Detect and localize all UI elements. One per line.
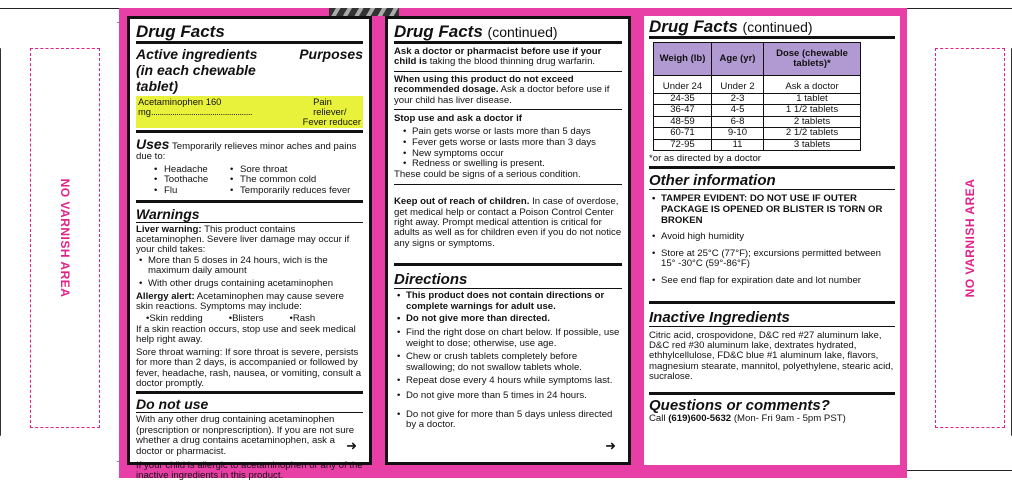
list-item: • Fever gets worse or lasts more than 3 days xyxy=(400,138,622,149)
other-information-list xyxy=(649,194,895,286)
list-item: • Redness or swelling is present. xyxy=(400,159,622,170)
uses-item: • Flu xyxy=(154,186,230,197)
stop-use-list xyxy=(400,127,622,169)
do-not-use-text: With any other drug containing acetaminophen (prescription or nonprescription). If you are not sure whether a drug contains acetaminophen, ask a doctor or pharmacist. xyxy=(136,414,355,457)
list-item: • New symptoms occur xyxy=(400,149,622,160)
list-item: • Repeat dose every 4 hours while symptoms last. xyxy=(394,376,622,387)
dosage-table xyxy=(653,42,861,151)
directions-heading: Directions xyxy=(394,271,468,289)
table-cell: 2 tablets xyxy=(764,116,861,128)
table-note: *or as directed by a doctor xyxy=(649,154,895,169)
table-row xyxy=(654,105,861,117)
hatch-mark xyxy=(329,8,399,16)
keep-out-heading: Keep out of reach of children. xyxy=(394,196,530,208)
liver-warning-list xyxy=(136,256,363,290)
list-item: • Rash xyxy=(290,314,316,325)
purpose-line-1: Pain reliever/ xyxy=(313,96,347,117)
other-information-heading: Other information xyxy=(649,172,776,190)
list-item: • Blisters xyxy=(229,314,264,325)
uses-item: • Sore throat xyxy=(230,165,363,176)
liver-warning-label: Liver warning: xyxy=(136,223,202,235)
table-cell: 60-71 xyxy=(654,128,712,140)
continue-arrow-icon: ➜ xyxy=(605,438,616,453)
ask-doctor-pharmacist-heading: Ask a doctor or pharmacist before use if your child is xyxy=(394,46,602,68)
do-not-use-heading: Do not use xyxy=(136,396,209,413)
table-cell: 1 tablet xyxy=(764,93,861,105)
table-cell: 2 1/2 tablets xyxy=(764,128,861,140)
list-item: • Avoid high humidity xyxy=(649,232,895,243)
drug-facts-panel-2 xyxy=(385,16,631,465)
questions-heading: Questions or comments? xyxy=(649,396,830,414)
drug-facts-continued-title xyxy=(649,18,895,39)
active-ingredients-heading: Active ingredients xyxy=(136,46,258,62)
table-header-weight: Weigh (lb) xyxy=(654,43,712,76)
table-cell: 36-47 xyxy=(654,105,712,117)
ask-doctor-pharmacist-text: taking the blood thinning drug warfarin. xyxy=(429,56,596,68)
drug-facts-panel-1 xyxy=(127,16,372,482)
sore-throat-warning: Sore throat warning: If sore throat is severe, persists for more than 2 days, is accompanied or followed by fever, headache, rash, nausea, or vomiting, consult a doctor promptly. xyxy=(136,346,362,390)
ingredient-name: Acetaminophen 160 mg xyxy=(138,96,222,117)
when-using-heading: When using this product do not exceed recommended dosage. xyxy=(394,73,574,96)
table-cell: 3 tablets xyxy=(764,139,861,151)
drug-facts-continued-title xyxy=(394,23,622,44)
table-cell: Ask a doctor xyxy=(764,76,861,94)
table-cell: 2-3 xyxy=(712,93,764,105)
table-cell: 4-5 xyxy=(712,105,764,117)
uses-list xyxy=(154,165,363,197)
table-cell: 11 xyxy=(712,139,764,151)
liver-warning xyxy=(136,225,363,256)
list-item: • With other drugs containing acetaminophen xyxy=(136,279,363,290)
call-label: Call xyxy=(649,412,666,424)
drug-facts-title: Drug Facts xyxy=(136,23,363,44)
table-cell: 24-35 xyxy=(654,93,712,105)
liver-warning-text: This product contains acetaminophen. Severe liver damage may occur if your child takes: xyxy=(136,223,350,256)
list-item: • Find the right dose on chart below. If possible, use weight to dose; otherwise, use age. xyxy=(394,328,622,349)
phone-number: (619)600-5632 xyxy=(668,412,732,424)
table-cell: 1 1/2 tablets xyxy=(764,105,861,117)
allergy-alert xyxy=(136,292,363,313)
die-line-top-left xyxy=(0,8,120,9)
active-ingredient-row xyxy=(136,96,363,128)
continued-label: (continued) xyxy=(742,19,813,35)
list-item: • Store at 25°C (77°F); excursions permitted between 15° -30°C (59°-86°F) xyxy=(649,249,895,270)
table-row xyxy=(654,116,861,128)
table-row xyxy=(654,139,861,151)
table-cell: Under 24 xyxy=(654,76,712,94)
uses-section xyxy=(136,136,363,163)
list-item: • Do not give more than 5 times in 24 hours. xyxy=(394,391,622,402)
uses-item: • The common cold xyxy=(230,175,363,186)
when-using-text: Ask a doctor before use if your child has liver disease. xyxy=(394,84,610,106)
table-header-dose: Dose (chewable tablets)* xyxy=(764,43,861,76)
stop-use-signs: These could be signs of a serious condition. xyxy=(394,168,581,180)
allergy-alert-text: Acetaminophen may cause severe skin reactions. Symptoms may include: xyxy=(136,290,344,312)
list-item: • This product does not contain directions or complete warnings for adult use. xyxy=(394,291,622,312)
drug-facts-title: Drug Facts xyxy=(394,22,483,41)
table-header-age: Age (yr) xyxy=(712,43,764,76)
table-cell: Under 2 xyxy=(712,76,764,94)
list-item: • TAMPER EVIDENT: DO NOT USE IF OUTER PACKAGE IS OPENED OR BLISTER IS TORN OR BROKEN xyxy=(649,194,895,226)
list-item: • Do not give more than directed. xyxy=(394,314,622,325)
list-item: • See end flap for expiration date and lot number xyxy=(649,276,895,287)
keep-out-text: In case of overdose, get medical help or contact a Poison Control Center right away. Prompt medical attention is critical for adults as well as for children even if you do not notice any signs or symptoms. xyxy=(394,196,622,249)
purposes-heading: Purposes xyxy=(299,46,363,62)
uses-item: • Toothache xyxy=(154,175,230,186)
contact-line xyxy=(649,414,895,424)
inactive-ingredients-heading: Inactive Ingredients xyxy=(649,308,790,326)
drug-facts-panel-3 xyxy=(644,16,900,465)
skin-reaction-text: If a skin reaction occurs, stop use and seek medical help right away. xyxy=(136,324,356,346)
allergic-text: If your child is allergic to acetaminophen or any of the inactive ingredients in this product. xyxy=(136,460,363,482)
list-item: • More than 5 doses in 24 hours, wich is the maximum daily amount xyxy=(136,256,363,277)
table-row xyxy=(654,93,861,105)
table-cell: 9-10 xyxy=(712,128,764,140)
ask-doctor-pharmacist xyxy=(394,47,622,68)
purpose-line-2: Fever reducer xyxy=(302,116,361,127)
uses-item: • Temporarily reduces fever xyxy=(230,186,363,197)
no-varnish-area-right xyxy=(935,48,1005,428)
uses-intro: Temporarily relieves minor aches and pains due to: xyxy=(136,141,357,163)
continued-label: (continued) xyxy=(487,24,558,40)
when-using-section xyxy=(394,75,622,106)
uses-heading: Uses xyxy=(136,136,170,152)
uses-item: • Headache xyxy=(154,165,230,176)
table-cell: 6-8 xyxy=(712,116,764,128)
list-item: • Pain gets worse or lasts more than 5 days xyxy=(400,127,622,138)
leader-dots: ................................................ xyxy=(151,106,253,117)
continue-arrow-icon: ➜ xyxy=(346,438,357,453)
list-item: • Chew or crush tablets completely before swallowing; do not swallow tablets whole. xyxy=(394,352,622,373)
list-item: • Skin redding xyxy=(146,314,203,325)
active-ingredients-header xyxy=(136,46,363,94)
inactive-ingredients-text: Citric acid, crospovidone, D&C red #27 aluminum lake, D&C red #30 aluminum lake, dextrates hydrated, ethhylcellulose, FD&C blue #1 aluminum lake, flavors, magnesium stearate, mannitol, polyethylene, stearic acid, sucralose. xyxy=(649,329,894,383)
drug-facts-title: Drug Facts xyxy=(649,17,738,36)
keep-out-of-reach xyxy=(394,197,622,249)
table-row xyxy=(654,128,861,140)
die-line-bottom-right xyxy=(905,470,1012,471)
table-row xyxy=(654,76,861,94)
allergy-alert-label: Allergy alert: xyxy=(136,290,195,302)
table-cell: 72-95 xyxy=(654,139,712,151)
contact-hours: (Mon- Fri 9am - 5pm PST) xyxy=(733,412,846,424)
die-line-top-right xyxy=(905,8,1012,9)
warnings-heading: Warnings xyxy=(136,205,200,222)
list-item: • Do not give for more than 5 days unless directed by a doctor. xyxy=(394,410,622,431)
no-varnish-area-left xyxy=(30,48,100,428)
no-varnish-label-right: NO VARNISH AREA xyxy=(963,178,977,298)
directions-list xyxy=(394,291,622,431)
active-ingredients-subheading: (in each chewable tablet) xyxy=(136,62,256,94)
table-cell: 48-59 xyxy=(654,116,712,128)
stop-use-heading: Stop use and ask a doctor if xyxy=(394,113,522,125)
no-varnish-label-left: NO VARNISH AREA xyxy=(58,178,72,298)
